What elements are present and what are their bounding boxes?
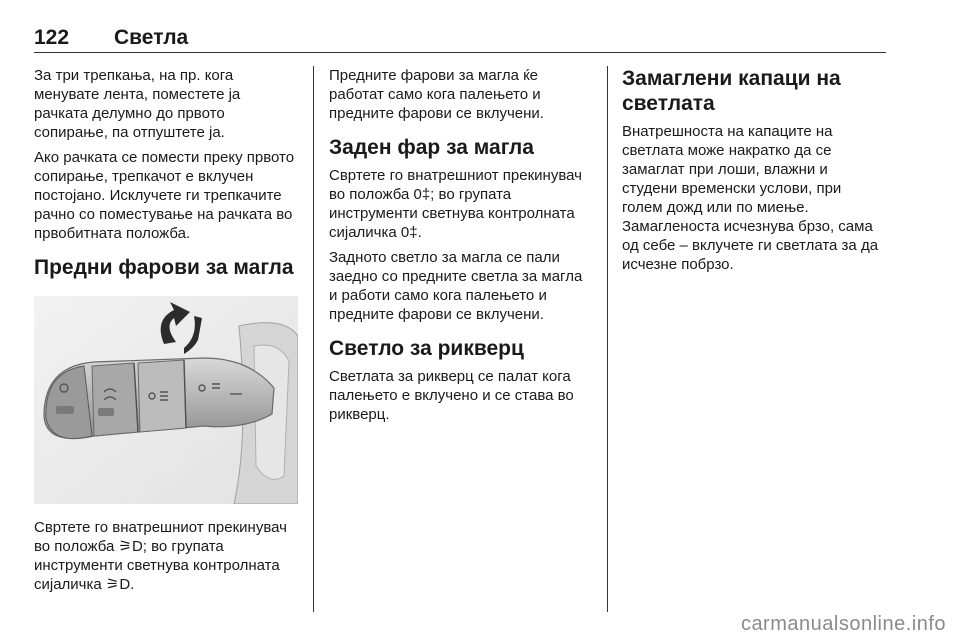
fog-light-switch-illustration bbox=[34, 296, 298, 504]
paragraph-triple-blink: За три трепкања, на пр. кога менувате лента, поместете ја рачката делумно до првото сопирање, па отпуштете ја. bbox=[34, 67, 241, 141]
column-3 bbox=[622, 66, 886, 280]
page-number: 122 bbox=[34, 26, 70, 49]
heading-reverse-light: Светло за рикверц bbox=[329, 337, 524, 360]
heading-fogged-light-covers: Замаглени капаци на светлата bbox=[622, 67, 841, 115]
column-divider bbox=[313, 66, 314, 612]
column-divider bbox=[607, 66, 608, 612]
paragraph-rear-fog-instruction: Свртете го внатрешниот прекинувач во положба 0‡; во групата инструменти светнува контролната сијаличка 0‡. bbox=[329, 167, 582, 241]
heading-front-fog-lights: Предни фарови за магла bbox=[34, 256, 294, 279]
chapter-title: Светла bbox=[114, 26, 189, 49]
paragraph-rear-fog-condition: Задното светло за магла се пали заедно со предните светла за магла и работи само кога палењето и предните фарови се вклучени. bbox=[329, 249, 583, 323]
column-2 bbox=[329, 66, 593, 430]
watermark: carmanualsonline.info bbox=[740, 613, 946, 635]
page-header bbox=[34, 26, 886, 53]
heading-rear-fog-light: Заден фар за магла bbox=[329, 136, 534, 159]
paragraph-front-fog-instruction: Свртете го внатрешниот прекинувач во положба ⚞D; во групата инструменти светнува контролната сијаличка ⚞D. bbox=[34, 519, 287, 593]
paragraph-front-fog-condition: Предните фарови за магла ќе работат само кога палењето и предните фарови се вклучени. bbox=[329, 67, 544, 122]
column-1 bbox=[34, 66, 298, 600]
paragraph-continuous-blink: Ако рачката се помести преку првото сопирање, трепкачот е вклучен постојано. Исклучете ги трепкачите рачно со поместување на рачката во првобитната положба. bbox=[34, 149, 295, 242]
paragraph-fogged-covers: Внатрешноста на капаците на светлата може накратко да се замаглат при лоши, влажни и студени временски услови, при голем дожд или по миење. Замагленоста исчезнува брзо, сама од себе – вклучете ги светлата за да исчезне побрзо. bbox=[622, 123, 879, 273]
paragraph-reverse-light: Светлата за рикверц се палат кога палењето е вклучено и се става во рикверц. bbox=[329, 368, 574, 423]
